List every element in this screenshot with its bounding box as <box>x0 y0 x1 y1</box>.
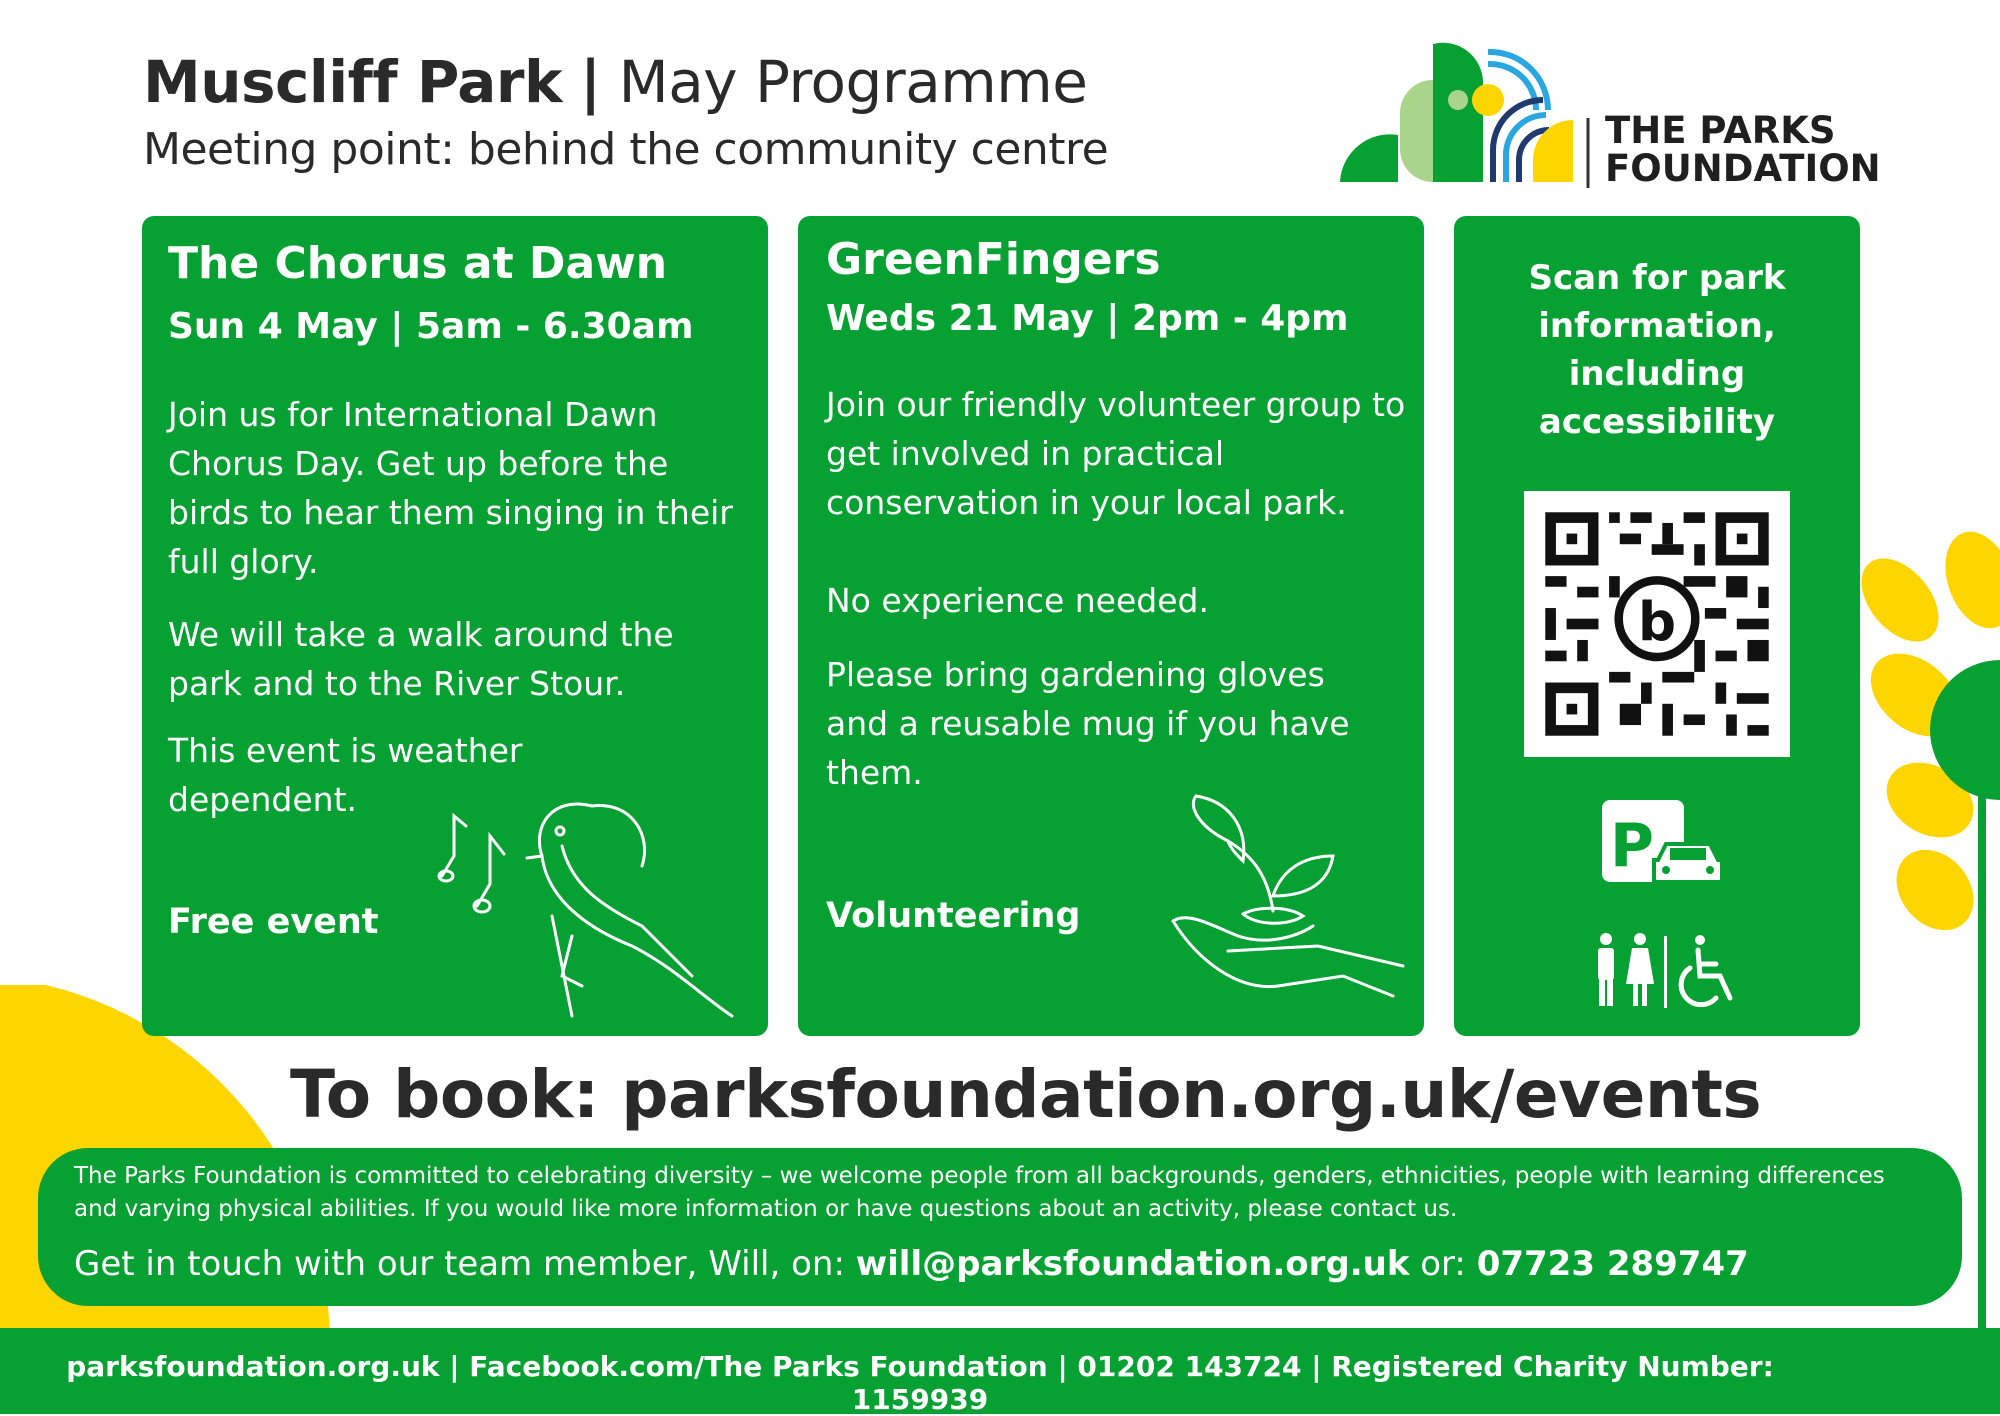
title-separator: | <box>580 48 601 116</box>
parks-foundation-logo-icon <box>1338 40 1598 190</box>
logo-line-1: THE PARKS <box>1605 109 1836 152</box>
info-card <box>1454 216 1860 1036</box>
meeting-point: Meeting point: behind the community centre <box>143 124 1109 175</box>
svg-text:P: P <box>1610 811 1654 881</box>
logo-line-2: FOUNDATION <box>1605 147 1881 190</box>
event-card-greenfingers <box>798 216 1424 1036</box>
diversity-statement: The Parks Foundation is committed to celebrating diversity – we welcome people from all backgrounds, genders, ethnicities, people with learning differences and varying physical abilities. If you would like more information or have questions about an activity, please contact us. <box>74 1163 1885 1222</box>
event-description: This event is weather dependent. <box>168 731 523 819</box>
bird-icon <box>432 776 752 1026</box>
contact-line <box>74 1244 1749 1284</box>
svg-text:b: b <box>1637 590 1677 653</box>
event-title: The Chorus at Dawn <box>168 238 668 289</box>
footer-text: parksfoundation.org.uk | Facebook.com/The Parks Foundation | 01202 143724 | Registered Charity Number: 1159939 <box>66 1350 1774 1416</box>
event-tag: Volunteering <box>826 896 1081 936</box>
event-date: Weds 21 May | 2pm - 4pm <box>826 298 1349 339</box>
park-name: Muscliff Park <box>143 48 563 116</box>
event-description: Join us for International Dawn Chorus Day. Get up before the birds to hear them singing in their full glory. <box>168 395 733 581</box>
diversity-notice <box>38 1148 1962 1306</box>
event-card-dawn-chorus <box>142 216 768 1036</box>
event-date: Sun 4 May | 5am - 6.30am <box>168 306 694 347</box>
scan-text: Scan for park information, including accessibility <box>1528 258 1786 442</box>
contact-email-link[interactable]: will@parksfoundation.org.uk <box>855 1244 1410 1284</box>
contact-or: or: <box>1420 1244 1466 1284</box>
event-description: We will take a walk around the park and to the River Stour. <box>168 615 674 703</box>
page-title <box>143 48 1087 116</box>
event-title: GreenFingers <box>826 234 1161 285</box>
booking-link[interactable]: To book: parksfoundation.org.uk/events <box>290 1056 1762 1133</box>
event-description: Join our friendly volunteer group to get involved in practical conservation in your local park. <box>826 385 1406 522</box>
contact-phone[interactable]: 07723 289747 <box>1476 1244 1749 1284</box>
parking-icon <box>1602 800 1732 896</box>
wheelchair-icon <box>1676 932 1746 1012</box>
logo-wordmark <box>1605 109 1881 190</box>
event-description: No experience needed. <box>826 581 1209 620</box>
qr-code-icon[interactable] <box>1524 491 1790 757</box>
event-tag: Free event <box>168 902 379 942</box>
footer-bar <box>0 1328 2000 1414</box>
programme-name: May Programme <box>618 48 1088 116</box>
event-description: Please bring gardening gloves and a reusable mug if you have them. <box>826 655 1350 792</box>
seedling-hand-icon <box>1168 786 1408 1016</box>
contact-prefix: Get in touch with our team member, Will, on: <box>74 1244 845 1284</box>
